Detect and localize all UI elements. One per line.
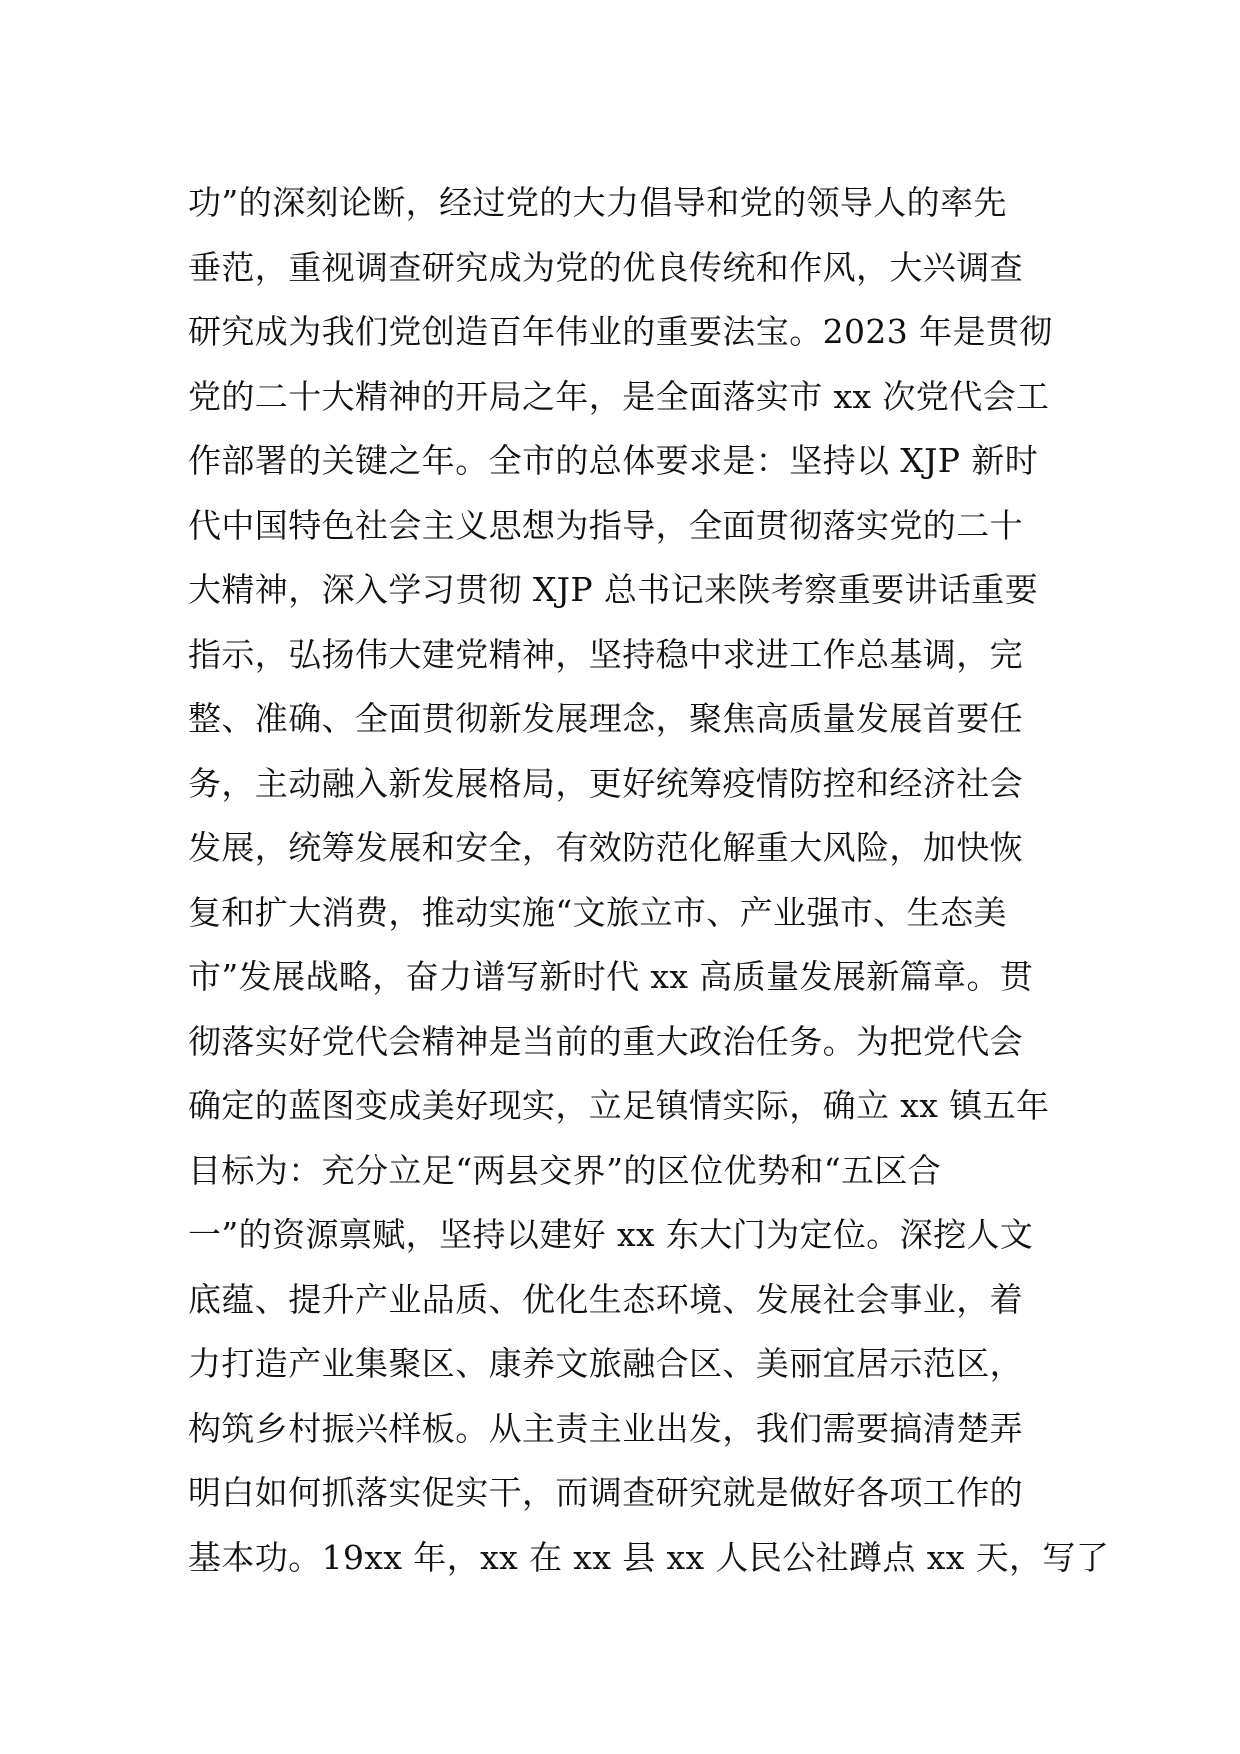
text-line: 务，主动融入新发展格局，更好统筹疫情防控和经济社会 — [188, 763, 1023, 803]
text-line: 作部署的关键之年。全市的总体要求是：坚持以 XJP 新时 — [188, 441, 1039, 480]
text-line: 大精神，深入学习贯彻 XJP 总书记来陕考察重要讲话重要 — [188, 570, 1039, 609]
body-text — [188, 171, 1110, 1590]
text-line: 垂范，重视调查研究成为党的优良传统和作风，大兴调查 — [188, 247, 1023, 287]
text-line: 彻落实好党代会精神是当前的重大政治任务。为把党代会 — [188, 1021, 1023, 1061]
text-line: 复和扩大消费，推动实施“文旅立市、产业强市、生态美 — [188, 892, 1007, 932]
text-line: 整、准确、全面贯彻新发展理念，聚焦高质量发展首要任 — [188, 699, 1023, 738]
text-line: 功”的深刻论断，经过党的大力倡导和党的领导人的率先 — [188, 183, 1007, 222]
text-line: 发展，统筹发展和安全，有效防范化解重大风险，加快恢 — [188, 828, 1023, 867]
text-line: 力打造产业集聚区、康养文旅融合区、美丽宜居示范区， — [188, 1344, 1023, 1383]
text-line: 明白如何抓落实促实干，而调查研究就是做好各项工作的 — [188, 1473, 1023, 1512]
text-line: 目标为：充分立足“两县交界”的区位优势和“五区合 — [188, 1150, 942, 1190]
text-line: 研究成为我们党创造百年伟业的重要法宝。2023 年是贯彻 — [188, 312, 1053, 351]
text-line: 底蕴、提升产业品质、优化生态环境、发展社会事业，着 — [188, 1279, 1023, 1319]
text-line: 基本功。19xx 年，xx 在 xx 县 xx 人民公社蹲点 xx 天，写了 — [188, 1537, 1110, 1577]
text-line: 确定的蓝图变成美好现实，立足镇情实际，确立 xx 镇五年 — [188, 1086, 1050, 1125]
text-line: 指示，弘扬伟大建党精神，坚持稳中求进工作总基调，完 — [188, 634, 1023, 674]
text-line: 党的二十大精神的开局之年，是全面落实市 xx 次党代会工 — [188, 376, 1050, 416]
text-line: 市”发展战略，奋力谱写新时代 xx 高质量发展新篇章。贯 — [188, 957, 1034, 996]
text-line: 代中国特色社会主义思想为指导，全面贯彻落实党的二十 — [188, 505, 1023, 545]
text-line: 构筑乡村振兴样板。从主责主业出发，我们需要搞清楚弄 — [188, 1408, 1023, 1448]
text-line: 一”的资源禀赋，坚持以建好 xx 东大门为定位。深挖人文 — [188, 1215, 1034, 1254]
